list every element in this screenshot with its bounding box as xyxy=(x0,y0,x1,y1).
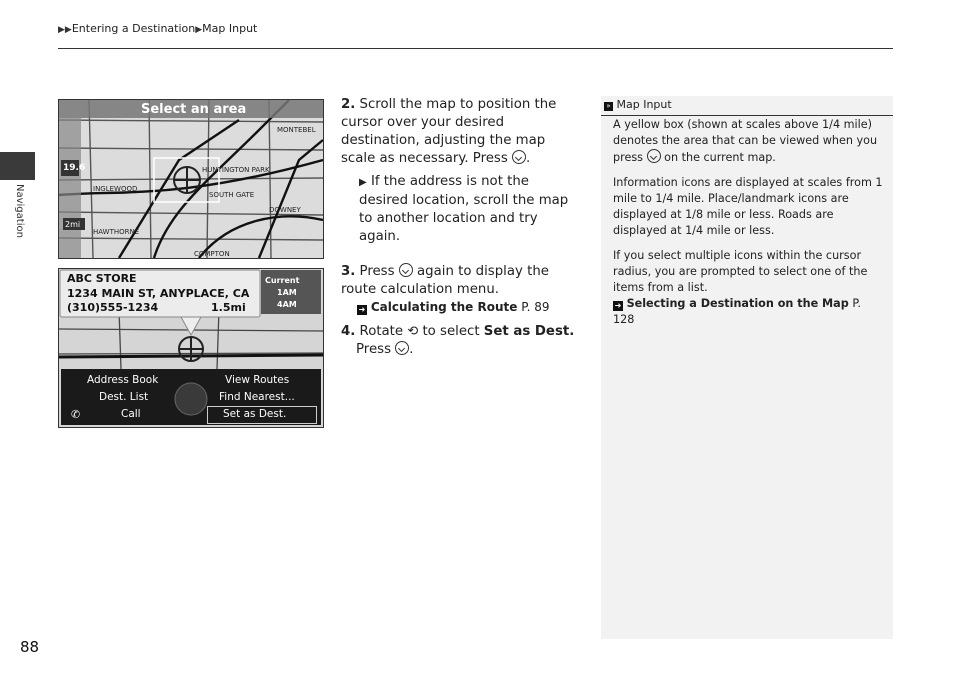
step-2-sub xyxy=(359,173,574,246)
store-phone: (310)555-1234 xyxy=(67,301,159,314)
menu-call[interactable]: Call xyxy=(121,408,141,420)
reference-page[interactable]: P. 89 xyxy=(521,300,550,314)
phone-icon: ✆ xyxy=(71,408,81,421)
menu-set-as-dest[interactable]: Set as Dest. xyxy=(223,408,287,420)
breadcrumb-arrow-icon: ▶ xyxy=(195,25,203,35)
reference-arrow-icon: ➜ xyxy=(614,301,622,310)
step-2-number: 2. xyxy=(341,97,356,112)
page-number: 88 xyxy=(20,638,40,656)
note-reference-title[interactable]: Selecting a Destination on the Map xyxy=(626,297,849,310)
note-reference[interactable] xyxy=(613,296,885,328)
menu-address-book[interactable]: Address Book xyxy=(87,374,159,386)
note-reference-page[interactable]: P. 128 xyxy=(613,297,861,326)
breadcrumb-item-entering-destination[interactable]: Entering a Destination xyxy=(71,22,196,35)
step-4-keyword: Set as Dest. xyxy=(483,324,575,339)
enter-button-icon xyxy=(647,149,661,163)
step-3-text-end: again to display the route calculation menu. xyxy=(341,264,549,297)
note-p1-text: A yellow box (shown at scales above 1/4 mile) denotes the area that can be viewed when you press xyxy=(613,118,878,164)
note-title-text: Map Input xyxy=(616,98,672,111)
header-rule xyxy=(58,48,893,49)
map-zoom-readout: 19.6 xyxy=(63,163,86,173)
section-label: Navigation xyxy=(14,184,25,238)
note-p1-text-end: on the current map. xyxy=(664,151,776,164)
step-3-reference[interactable] xyxy=(357,300,549,315)
map-label-downey: DOWNEY xyxy=(269,206,301,214)
step-4-text-press: Press xyxy=(356,342,391,357)
reference-title[interactable]: Calculating the Route xyxy=(370,300,518,314)
step-2-text: Scroll the map to position the cursor over your desired destination, adjusting the map scale as necessary. Press xyxy=(341,97,557,166)
step-4 xyxy=(341,323,581,359)
time-current[interactable]: Current xyxy=(265,276,300,285)
breadcrumb-arrow-icon: ▶▶ xyxy=(58,25,72,35)
breadcrumb-item-map-input[interactable]: Map Input xyxy=(202,22,258,35)
step-3 xyxy=(341,263,581,299)
step-4-text-mid: to select xyxy=(422,324,480,339)
store-name: ABC STORE xyxy=(67,272,137,285)
store-distance: 1.5mi xyxy=(211,301,246,314)
sub-bullet-icon: ▶ xyxy=(359,177,367,188)
menu-dest-list[interactable]: Dest. List xyxy=(99,391,149,403)
breadcrumb xyxy=(58,22,257,35)
enter-button-icon xyxy=(512,150,526,164)
menu-find-nearest[interactable]: Find Nearest... xyxy=(219,391,295,403)
step-2-sub-text: If the address is not the desired location, scroll the map to another location and try again. xyxy=(359,174,569,244)
note-arrow-icon: » xyxy=(604,102,613,111)
note-paragraph-3: If you select multiple icons within the cursor radius, you are prompted to select one of the items from a list. xyxy=(613,249,868,294)
map-label-compton: COMPTON xyxy=(194,250,230,258)
section-tab xyxy=(0,152,35,180)
menu-view-routes[interactable]: View Routes xyxy=(225,374,290,386)
map-banner: Select an area xyxy=(141,102,247,117)
time-1am[interactable]: 1AM xyxy=(277,288,297,297)
step-4-text-end: . xyxy=(409,342,414,357)
map-label-montebel: MONTEBEL xyxy=(277,126,316,134)
enter-button-icon xyxy=(399,263,413,277)
enter-button-icon xyxy=(395,341,409,355)
map-screenshot-select-area xyxy=(58,99,324,259)
note-title xyxy=(604,96,672,114)
map-label-inglewood: INGLEWOOD xyxy=(93,185,138,193)
step-2 xyxy=(341,96,576,168)
step-3-text: Press xyxy=(359,264,395,279)
map-scale: 2mi xyxy=(65,220,81,229)
store-address: 1234 MAIN ST, ANYPLACE, CA xyxy=(67,287,250,300)
step-3-number: 3. xyxy=(341,264,356,279)
map-label-huntington-park: HUNTINGTON PARK xyxy=(202,166,270,174)
step-4-text: Rotate xyxy=(359,324,404,339)
map-label-hawthorne: HAWTHORNE xyxy=(93,228,140,236)
map-label-south-gate: SOUTH GATE xyxy=(209,191,255,199)
step-2-text-end: . xyxy=(526,151,531,166)
note-paragraph-1 xyxy=(613,117,885,166)
rotate-knob-icon: ⟲ xyxy=(407,324,419,339)
map-screenshot-route-menu xyxy=(58,268,324,428)
time-4am[interactable]: 4AM xyxy=(277,300,297,309)
step-4-number: 4. xyxy=(341,324,356,339)
note-paragraph-2: Information icons are displayed at scales from 1 mile to 1/4 mile. Place/landmark icons are displayed at 1/8 mile or less. Roads are displayed at 1/4 mile or less. xyxy=(613,176,883,237)
reference-arrow-icon: ➜ xyxy=(358,305,366,314)
